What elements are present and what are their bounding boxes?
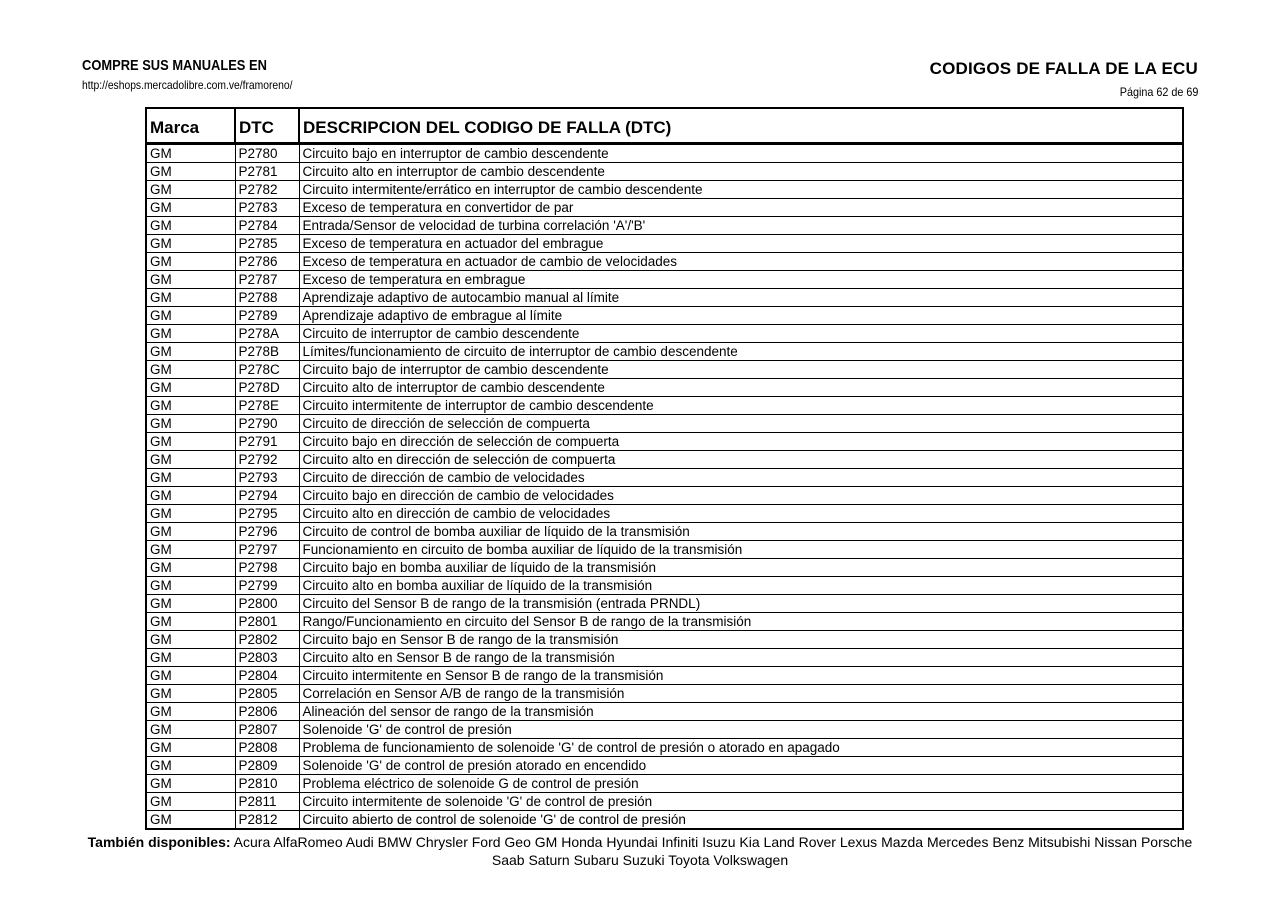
cell-marca: GM xyxy=(146,289,235,307)
cell-dtc: P2786 xyxy=(235,253,299,271)
table-header-row xyxy=(146,108,1183,144)
cell-descripcion: Alineación del sensor de rango de la transmisión xyxy=(299,703,1183,721)
table-row xyxy=(146,487,1183,505)
cell-descripcion: Circuito intermitente en Sensor B de rango de la transmisión xyxy=(299,667,1183,685)
table-row xyxy=(146,811,1183,830)
cell-dtc: P2790 xyxy=(235,415,299,433)
cell-descripcion: Entrada/Sensor de velocidad de turbina correlación 'A'/'B' xyxy=(299,217,1183,235)
cell-dtc: P2784 xyxy=(235,217,299,235)
cell-marca: GM xyxy=(146,739,235,757)
table-row xyxy=(146,289,1183,307)
cell-marca: GM xyxy=(146,397,235,415)
cell-marca: GM xyxy=(146,163,235,181)
cell-descripcion: Circuito alto en Sensor B de rango de la transmisión xyxy=(299,649,1183,667)
footer-available-brands xyxy=(82,833,1198,869)
cell-dtc: P278A xyxy=(235,325,299,343)
cell-marca: GM xyxy=(146,181,235,199)
cell-marca: GM xyxy=(146,487,235,505)
cell-descripcion: Circuito bajo de interruptor de cambio descendente xyxy=(299,361,1183,379)
table-row xyxy=(146,685,1183,703)
cell-marca: GM xyxy=(146,144,235,163)
table-row xyxy=(146,379,1183,397)
table-row xyxy=(146,559,1183,577)
cell-dtc: P278C xyxy=(235,361,299,379)
cell-dtc: P278E xyxy=(235,397,299,415)
table-row xyxy=(146,199,1183,217)
cell-marca: GM xyxy=(146,505,235,523)
header-left-title: COMPRE SUS MANUALES EN xyxy=(82,57,267,74)
table-row xyxy=(146,144,1183,163)
cell-dtc: P2793 xyxy=(235,469,299,487)
cell-descripcion: Rango/Funcionamiento en circuito del Sensor B de rango de la transmisión xyxy=(299,613,1183,631)
cell-dtc: P2797 xyxy=(235,541,299,559)
cell-descripcion: Exceso de temperatura en convertidor de par xyxy=(299,199,1183,217)
cell-dtc: P2785 xyxy=(235,235,299,253)
cell-descripcion: Circuito intermitente/errático en interruptor de cambio descendente xyxy=(299,181,1183,199)
cell-marca: GM xyxy=(146,541,235,559)
cell-descripcion: Circuito alto de interruptor de cambio descendente xyxy=(299,379,1183,397)
table-row xyxy=(146,181,1183,199)
cell-dtc: P2796 xyxy=(235,523,299,541)
cell-dtc: P2806 xyxy=(235,703,299,721)
table-body xyxy=(146,144,1183,830)
cell-marca: GM xyxy=(146,343,235,361)
footer-brands: Acura AlfaRomeo Audi BMW Chrysler Ford Geo GM Honda Hyundai Infiniti Isuzu Kia Land Rover Lexus Mazda Mercedes Benz Mitsubishi Nissan Porsche Saab Saturn Subaru Suzuki Toyota Volkswagen xyxy=(230,834,1193,868)
cell-dtc: P2798 xyxy=(235,559,299,577)
cell-descripcion: Circuito alto en dirección de selección de compuerta xyxy=(299,451,1183,469)
cell-descripcion: Circuito de dirección de selección de compuerta xyxy=(299,415,1183,433)
cell-dtc: P2807 xyxy=(235,721,299,739)
table-row xyxy=(146,505,1183,523)
table-row xyxy=(146,757,1183,775)
table-row xyxy=(146,271,1183,289)
cell-dtc: P278B xyxy=(235,343,299,361)
table-row xyxy=(146,649,1183,667)
cell-dtc: P2804 xyxy=(235,667,299,685)
cell-descripcion: Problema de funcionamiento de solenoide 'G' de control de presión o atorado en apagado xyxy=(299,739,1183,757)
table-row xyxy=(146,667,1183,685)
cell-marca: GM xyxy=(146,415,235,433)
cell-descripcion: Circuito intermitente de interruptor de cambio descendente xyxy=(299,397,1183,415)
table-row xyxy=(146,595,1183,613)
cell-descripcion: Exceso de temperatura en actuador del embrague xyxy=(299,235,1183,253)
table-row xyxy=(146,253,1183,271)
cell-descripcion: Funcionamiento en circuito de bomba auxiliar de líquido de la transmisión xyxy=(299,541,1183,559)
cell-marca: GM xyxy=(146,379,235,397)
cell-descripcion: Circuito de interruptor de cambio descendente xyxy=(299,325,1183,343)
cell-marca: GM xyxy=(146,433,235,451)
table-row xyxy=(146,631,1183,649)
cell-descripcion: Circuito bajo en dirección de selección de compuerta xyxy=(299,433,1183,451)
cell-marca: GM xyxy=(146,451,235,469)
cell-dtc: P2802 xyxy=(235,631,299,649)
cell-marca: GM xyxy=(146,811,235,830)
dtc-table xyxy=(145,107,1184,830)
cell-descripcion: Circuito de dirección de cambio de velocidades xyxy=(299,469,1183,487)
table-row xyxy=(146,721,1183,739)
table-row xyxy=(146,343,1183,361)
table-row xyxy=(146,307,1183,325)
cell-dtc: P2788 xyxy=(235,289,299,307)
cell-marca: GM xyxy=(146,793,235,811)
cell-marca: GM xyxy=(146,703,235,721)
cell-marca: GM xyxy=(146,307,235,325)
cell-descripcion: Problema eléctrico de solenoide G de control de presión xyxy=(299,775,1183,793)
cell-marca: GM xyxy=(146,325,235,343)
cell-descripcion: Circuito del Sensor B de rango de la transmisión (entrada PRNDL) xyxy=(299,595,1183,613)
cell-descripcion: Circuito bajo en interruptor de cambio descendente xyxy=(299,144,1183,163)
table-row xyxy=(146,739,1183,757)
cell-dtc: P2800 xyxy=(235,595,299,613)
cell-dtc: P2794 xyxy=(235,487,299,505)
cell-marca: GM xyxy=(146,523,235,541)
cell-dtc: P2809 xyxy=(235,757,299,775)
cell-marca: GM xyxy=(146,235,235,253)
cell-descripcion: Circuito bajo en Sensor B de rango de la transmisión xyxy=(299,631,1183,649)
table-row xyxy=(146,325,1183,343)
cell-marca: GM xyxy=(146,577,235,595)
cell-dtc: P2792 xyxy=(235,451,299,469)
cell-dtc: P2803 xyxy=(235,649,299,667)
table-row xyxy=(146,433,1183,451)
cell-dtc: P2791 xyxy=(235,433,299,451)
column-header-descripcion: DESCRIPCION DEL CODIGO DE FALLA (DTC) xyxy=(299,108,1183,144)
cell-marca: GM xyxy=(146,361,235,379)
cell-descripcion: Exceso de temperatura en embrague xyxy=(299,271,1183,289)
cell-dtc: P2789 xyxy=(235,307,299,325)
cell-dtc: P2810 xyxy=(235,775,299,793)
cell-marca: GM xyxy=(146,649,235,667)
cell-descripcion: Exceso de temperatura en actuador de cambio de velocidades xyxy=(299,253,1183,271)
cell-marca: GM xyxy=(146,595,235,613)
cell-marca: GM xyxy=(146,559,235,577)
cell-marca: GM xyxy=(146,613,235,631)
page-number: Página 62 de 69 xyxy=(1119,85,1198,99)
cell-dtc: P2812 xyxy=(235,811,299,830)
table-row xyxy=(146,235,1183,253)
cell-dtc: P278D xyxy=(235,379,299,397)
table-row xyxy=(146,451,1183,469)
header-shop-url[interactable]: http://eshops.mercadolibre.com.ve/framoreno/ xyxy=(82,78,293,92)
cell-descripcion: Circuito abierto de control de solenoide 'G' de control de presión xyxy=(299,811,1183,830)
column-header-dtc: DTC xyxy=(235,108,299,144)
cell-dtc: P2782 xyxy=(235,181,299,199)
cell-dtc: P2805 xyxy=(235,685,299,703)
cell-marca: GM xyxy=(146,631,235,649)
cell-dtc: P2801 xyxy=(235,613,299,631)
cell-marca: GM xyxy=(146,667,235,685)
cell-dtc: P2808 xyxy=(235,739,299,757)
cell-marca: GM xyxy=(146,685,235,703)
cell-descripcion: Solenoide 'G' de control de presión atorado en encendido xyxy=(299,757,1183,775)
cell-descripcion: Circuito alto en bomba auxiliar de líquido de la transmisión xyxy=(299,577,1183,595)
cell-marca: GM xyxy=(146,217,235,235)
cell-descripcion: Circuito bajo en bomba auxiliar de líquido de la transmisión xyxy=(299,559,1183,577)
cell-descripcion: Aprendizaje adaptivo de autocambio manual al límite xyxy=(299,289,1183,307)
cell-descripcion: Límites/funcionamiento de circuito de interruptor de cambio descendente xyxy=(299,343,1183,361)
cell-dtc: P2783 xyxy=(235,199,299,217)
table-row xyxy=(146,469,1183,487)
cell-descripcion: Solenoide 'G' de control de presión xyxy=(299,721,1183,739)
table-row xyxy=(146,163,1183,181)
cell-descripcion: Circuito intermitente de solenoide 'G' de control de presión xyxy=(299,793,1183,811)
cell-marca: GM xyxy=(146,253,235,271)
table-row xyxy=(146,613,1183,631)
column-header-marca: Marca xyxy=(146,108,235,144)
table-row xyxy=(146,397,1183,415)
cell-descripcion: Aprendizaje adaptivo de embrague al límite xyxy=(299,307,1183,325)
table-row xyxy=(146,415,1183,433)
cell-dtc: P2780 xyxy=(235,144,299,163)
table-row xyxy=(146,775,1183,793)
cell-dtc: P2811 xyxy=(235,793,299,811)
footer-label: También disponibles: xyxy=(87,834,231,850)
cell-descripcion: Circuito de control de bomba auxiliar de líquido de la transmisión xyxy=(299,523,1183,541)
cell-dtc: P2795 xyxy=(235,505,299,523)
table-row xyxy=(146,523,1183,541)
cell-dtc: P2799 xyxy=(235,577,299,595)
table-row xyxy=(146,577,1183,595)
cell-dtc: P2787 xyxy=(235,271,299,289)
cell-marca: GM xyxy=(146,757,235,775)
document-title: CODIGOS DE FALLA DE LA ECU xyxy=(929,59,1198,78)
cell-marca: GM xyxy=(146,271,235,289)
table-row xyxy=(146,793,1183,811)
table-row xyxy=(146,703,1183,721)
cell-marca: GM xyxy=(146,721,235,739)
cell-descripcion: Circuito bajo en dirección de cambio de velocidades xyxy=(299,487,1183,505)
cell-marca: GM xyxy=(146,199,235,217)
cell-descripcion: Circuito alto en interruptor de cambio descendente xyxy=(299,163,1183,181)
cell-marca: GM xyxy=(146,469,235,487)
cell-descripcion: Circuito alto en dirección de cambio de velocidades xyxy=(299,505,1183,523)
table-row xyxy=(146,217,1183,235)
table-row xyxy=(146,361,1183,379)
cell-descripcion: Correlación en Sensor A/B de rango de la transmisión xyxy=(299,685,1183,703)
cell-marca: GM xyxy=(146,775,235,793)
table-row xyxy=(146,541,1183,559)
cell-dtc: P2781 xyxy=(235,163,299,181)
